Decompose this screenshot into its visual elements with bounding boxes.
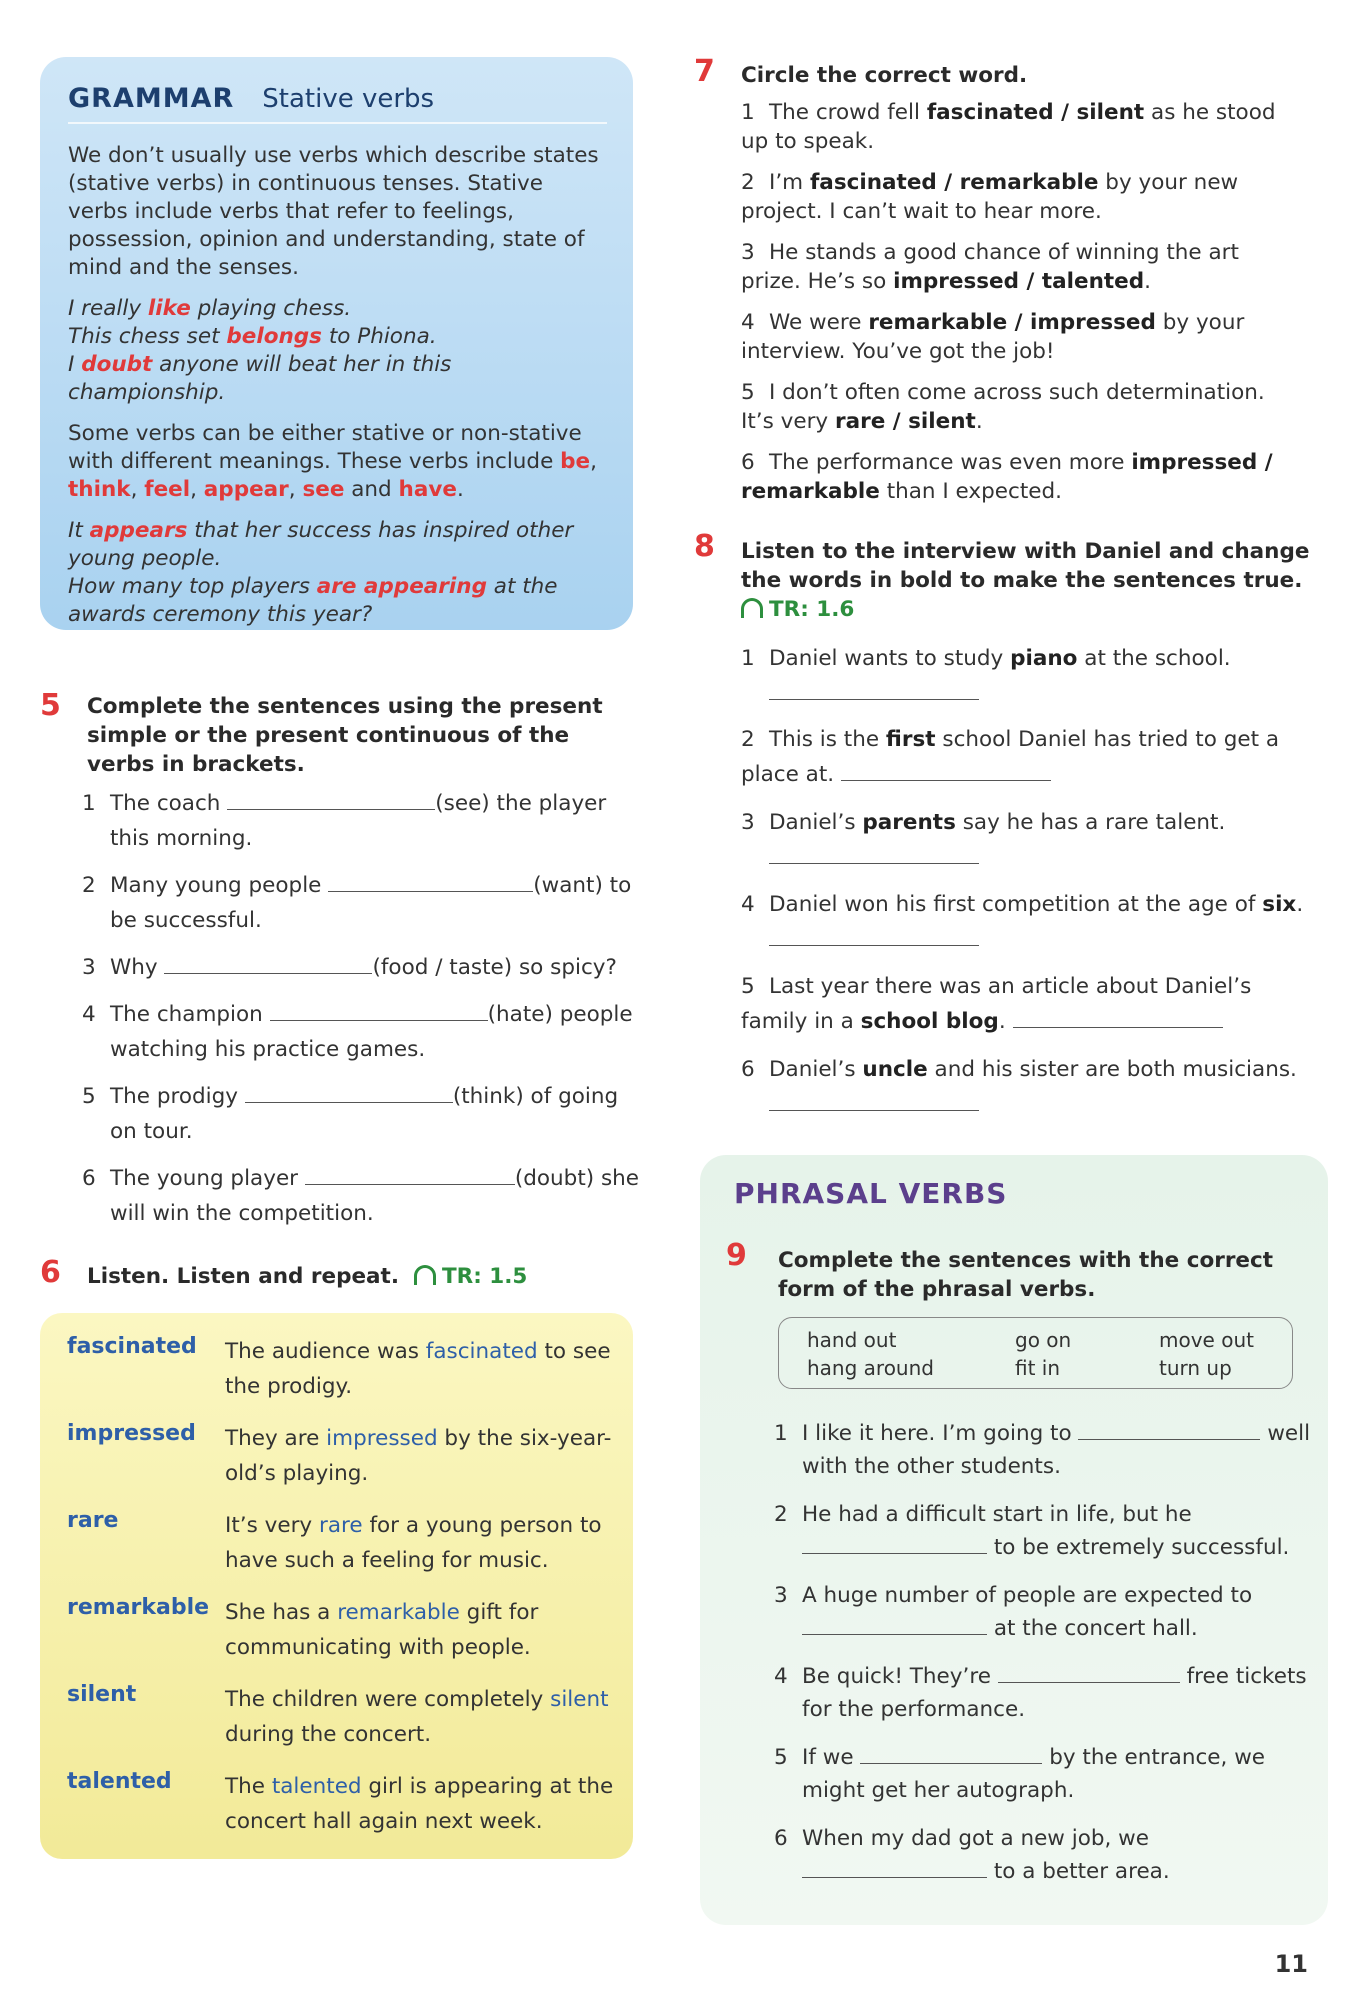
answer-blank[interactable] [769, 844, 979, 864]
word-option: go on [1015, 1328, 1072, 1352]
exercise-5-instruction: Complete the sentences using the present simple or the present continuous of the verbs in brackets. [87, 694, 603, 777]
headphones-icon [741, 598, 763, 618]
word-option: hang around [807, 1356, 934, 1380]
exercise-5-item: 6 The young player (doubt) she will win the competition. [82, 1166, 640, 1226]
vocab-sentence: The children were completely silent during the concert. [225, 1687, 609, 1747]
exercise-5-number: 5 [40, 688, 61, 723]
answer-blank[interactable] [769, 1091, 979, 1111]
answer-blank[interactable] [1013, 1008, 1223, 1028]
grammar-subtitle: Stative verbs [262, 84, 435, 114]
vocab-sentence: She has a remarkable gift for communicating with people. [225, 1600, 539, 1660]
exercise-8-item: 1 Daniel wants to study piano at the school. [741, 641, 1316, 711]
exercise-9-item: 4 Be quick! They’re free tickets for the performance. [774, 1664, 1307, 1722]
vocab-word: rare [67, 1508, 119, 1533]
answer-blank[interactable] [305, 1165, 515, 1185]
exercise-8-item: 5 Last year there was an article about Daniel’s family in a school blog. [741, 974, 1252, 1034]
answer-blank[interactable] [164, 954, 372, 974]
vocab-sentence: It’s very rare for a young person to have such a feeling for music. [225, 1513, 602, 1573]
headphones-icon [414, 1265, 436, 1285]
exercise-9-item: 6 When my dad got a new job, we to a better area. [774, 1826, 1170, 1884]
exercise-9-number: 9 [726, 1238, 747, 1273]
grammar-examples-2: It appears that her success has inspired other young people. How many top players are appearing at the awards ceremony this year? [68, 518, 574, 627]
word-option: hand out [807, 1328, 897, 1352]
word-option: fit in [1015, 1356, 1061, 1380]
answer-blank[interactable] [245, 1083, 453, 1103]
exercise-7-item: 3 He stands a good chance of winning the art prize. He’s so impressed / talented. [741, 240, 1239, 294]
exercise-8-item: 3 Daniel’s parents say he has a rare talent. [741, 805, 1316, 875]
exercise-8-instruction: Listen to the interview with Daniel and change the words in bold to make the sentences true. TR: 1.6 [741, 539, 1310, 622]
exercise-7-item: 5 I don’t often come across such determination. It’s very rare / silent. [741, 380, 1265, 434]
exercise-8-number: 8 [694, 529, 715, 564]
phrasal-word-box [778, 1317, 1293, 1389]
grammar-header [68, 83, 607, 124]
exercise-5-item: 2 Many young people (want) to be successful. [82, 873, 632, 933]
vocab-word: talented [67, 1769, 172, 1794]
exercise-7-number: 7 [694, 54, 715, 89]
exercise-5-item: 1 The coach (see) the player this morning. [82, 791, 607, 851]
exercise-7-item: 1 The crowd fell fascinated / silent as he stood up to speak. [741, 100, 1276, 154]
exercise-9-item: 5 If we by the entrance, we might get her autograph. [774, 1745, 1266, 1803]
exercise-7-item: 2 I’m fascinated / remarkable by your new project. I can’t wait to hear more. [741, 170, 1239, 224]
vocab-word: silent [67, 1682, 137, 1707]
exercise-9-item: 1 I like it here. I’m going to well with the other students. [774, 1421, 1311, 1479]
answer-blank[interactable] [802, 1858, 987, 1878]
exercise-9-item: 3 A huge number of people are expected to at the concert hall. [774, 1583, 1253, 1641]
phrasal-verbs-title: PHRASAL VERBS [734, 1177, 1008, 1210]
answer-blank[interactable] [328, 872, 533, 892]
answer-blank[interactable] [769, 680, 979, 700]
exercise-7-item: 4 We were remarkable / impressed by your interview. You’ve got the job! [741, 310, 1245, 364]
vocabulary-box [40, 1313, 633, 1859]
exercise-9-instruction: Complete the sentences with the correct form of the phrasal verbs. [778, 1248, 1274, 1302]
grammar-title: GRAMMAR [68, 83, 235, 114]
word-option: turn up [1159, 1356, 1232, 1380]
exercise-8-item: 2 This is the first school Daniel has tried to get a place at. [741, 727, 1280, 787]
vocab-sentence: The talented girl is appearing at the concert hall again next week. [225, 1774, 614, 1834]
answer-blank[interactable] [769, 926, 979, 946]
exercise-5-item: 5 The prodigy (think) of going on tour. [82, 1084, 619, 1144]
vocab-word: fascinated [67, 1334, 197, 1359]
word-option: move out [1159, 1328, 1254, 1352]
vocab-sentence: They are impressed by the six-year-old’s playing. [225, 1426, 612, 1486]
grammar-paragraph-2: Some verbs can be either stative or non-stative with different meanings. These verbs include be, think, feel, appear, see and have. [68, 421, 597, 502]
audio-track[interactable]: TR: 1.5 [414, 1264, 527, 1289]
exercise-6-instruction: Listen. Listen and repeat. TR: 1.5 [87, 1264, 528, 1289]
grammar-paragraph: We don’t usually use verbs which describe states (stative verbs) in continuous tenses. Stative verbs include verbs that refer to feelings, possession, opinion and understanding, state of mind and the senses. [68, 143, 599, 280]
vocab-word: remarkable [67, 1595, 210, 1620]
answer-blank[interactable] [802, 1615, 987, 1635]
exercise-5-item: 3 Why (food / taste) so spicy? [82, 955, 617, 980]
audio-track[interactable]: TR: 1.6 [741, 597, 854, 622]
answer-blank[interactable] [998, 1663, 1180, 1683]
grammar-box [40, 57, 633, 630]
vocab-word: impressed [67, 1421, 196, 1446]
exercise-8-item: 4 Daniel won his first competition at the age of six. [741, 887, 1316, 957]
answer-blank[interactable] [841, 761, 1051, 781]
exercise-7-item: 6 The performance was even more impressed / remarkable than I expected. [741, 450, 1273, 504]
answer-blank[interactable] [802, 1534, 987, 1554]
exercise-9-item: 2 He had a difficult start in life, but he to be extremely successful. [774, 1502, 1290, 1560]
exercise-5-item: 4 The champion (hate) people watching his practice games. [82, 1002, 633, 1062]
answer-blank[interactable] [270, 1001, 488, 1021]
answer-blank[interactable] [1078, 1420, 1260, 1440]
exercise-6-number: 6 [40, 1255, 61, 1290]
page-number: 11 [1274, 1950, 1308, 1978]
exercise-8-item: 6 Daniel’s uncle and his sister are both musicians. [741, 1052, 1316, 1122]
vocab-sentence: The audience was fascinated to see the prodigy. [225, 1339, 611, 1399]
phrasal-verbs-box [700, 1155, 1328, 1925]
answer-blank[interactable] [227, 790, 435, 810]
grammar-examples: I really like playing chess. This chess set belongs to Phiona. I doubt anyone will beat her in this championship. [68, 296, 452, 405]
exercise-7-instruction: Circle the correct word. [741, 63, 1028, 88]
answer-blank[interactable] [860, 1744, 1042, 1764]
